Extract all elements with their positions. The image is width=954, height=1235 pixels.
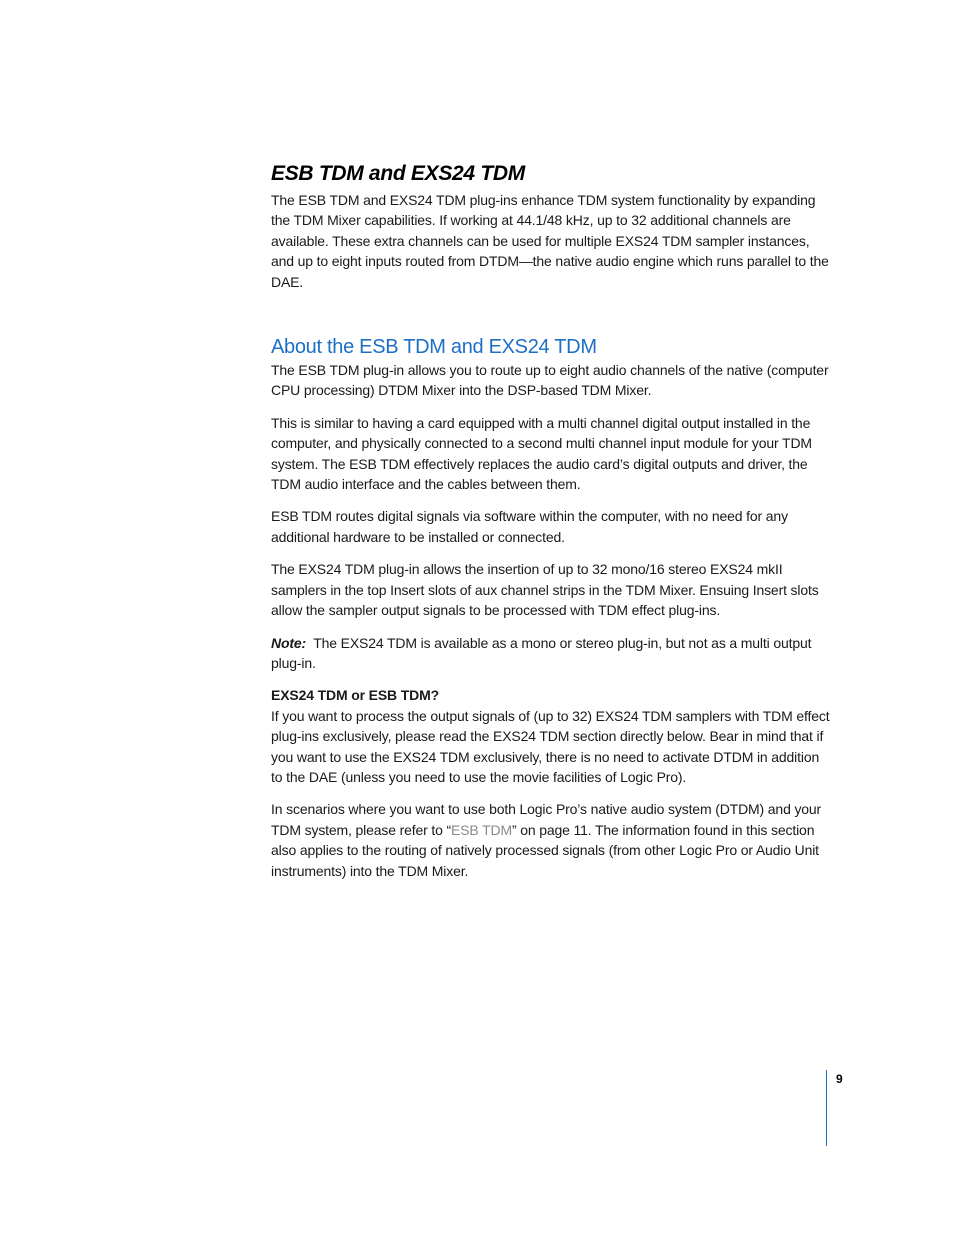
about-paragraph-3: ESB TDM routes digital signals via software within the computer, with no need for any additional hardware to be installed or connected. [271, 508, 788, 545]
choice-p2-before: In scenarios where you want to use both Logic Pro’s native audio system (DTDM) and your TDM system, please refer to “ [271, 801, 822, 838]
section-title: ESB TDM and EXS24 TDM [271, 162, 525, 185]
about-paragraph-4: The EXS24 TDM plug-in allows the insertion of up to 32 mono/16 stereo EXS24 mkII samplers in the top Insert slots of aux channel strips in the TDM Mixer. Ensuing Insert slots allow the sampler output signals to be processed with TDM effect plug-ins. [271, 561, 819, 619]
page-content [271, 160, 831, 893]
note-text: The EXS24 TDM is available as a mono or stereo plug-in, but not as a multi output plug-in. [271, 634, 812, 671]
page-number: 9 [836, 1072, 843, 1086]
note-label: Note: [271, 634, 307, 651]
about-heading: About the ESB TDM and EXS24 TDM [271, 336, 597, 359]
about-paragraph-2: This is similar to having a card equipped with a multi channel digital output installed in the computer, and physically connected to a second multi channel input module for your TDM system. The ESB TDM effectively replaces the audio card’s digital outputs and driver, the TDM audio interface and the cables between them. [271, 414, 812, 493]
page-rule [826, 1070, 827, 1146]
choice-heading: EXS24 TDM or ESB TDM? [271, 687, 439, 704]
esb-tdm-link[interactable]: ESB TDM [451, 821, 512, 838]
choice-paragraph-1: If you want to process the output signals of (up to 32) EXS24 TDM samplers with TDM effect plug-ins exclusively, please read the EXS24 TDM section directly below. Bear in mind that if you want to use the EXS24 TDM exclusively, there is no need to activate DTDM in addition to the DAE (unless you need to use the movie facilities of Logic Pro). [271, 707, 830, 785]
intro-paragraph: The ESB TDM and EXS24 TDM plug-ins enhance TDM system functionality by expanding the TDM Mixer capabilities. If working at 44.1/48 kHz, up to 32 additional channels are available. These extra channels can be used for multiple EXS24 TDM sampler instances, and up to eight inputs routed from DTDM—the native audio engine which runs parallel to the DAE. [271, 192, 829, 290]
choice-paragraph-2 [271, 799, 831, 881]
choice-p2-after: ” on page 11. The information found in this section also applies to the routing of natively processed signals (from other Logic Pro or Audio Unit instruments) into the TDM Mixer. [271, 821, 819, 879]
about-paragraph-1: The ESB TDM plug-in allows you to route up to eight audio channels of the native (computer CPU processing) DTDM Mixer into the DSP-based TDM Mixer. [271, 362, 829, 399]
note-paragraph [271, 633, 831, 674]
